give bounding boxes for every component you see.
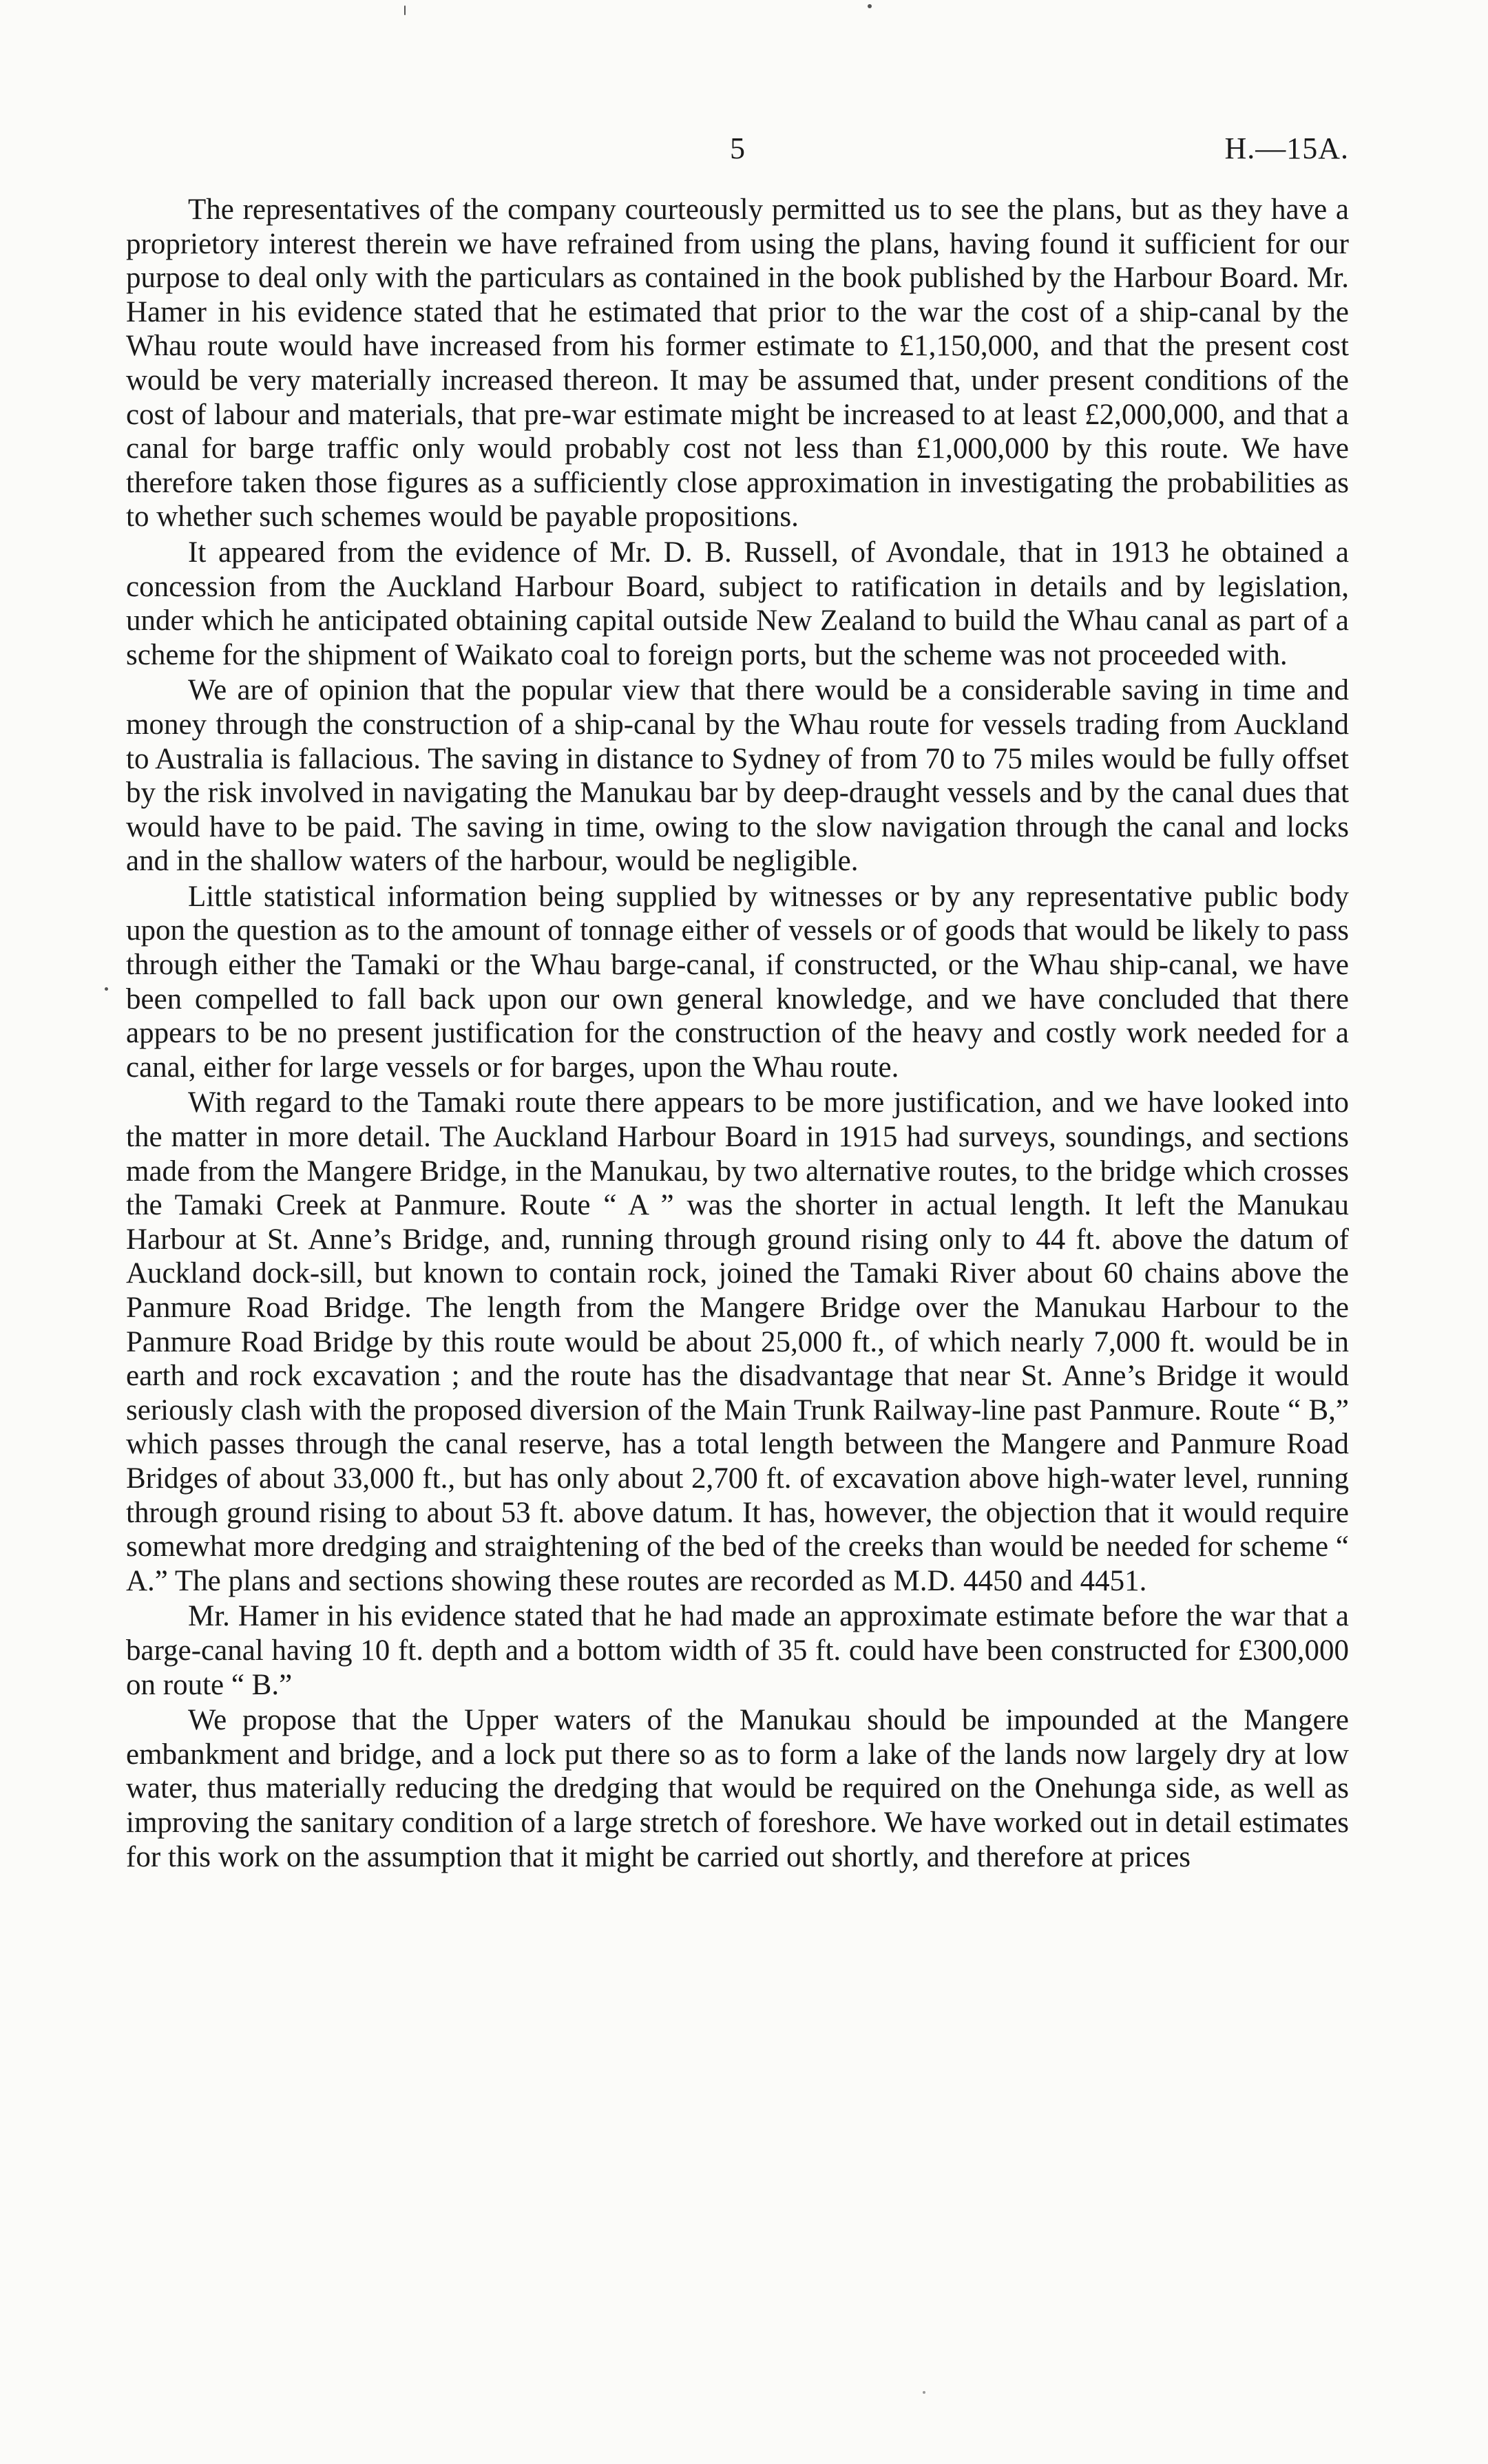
scan-mark [923, 2391, 925, 2394]
paragraph: It appeared from the evidence of Mr. D. B. Russell, of Avondale, that in 1913 he obtained a concession from the Auckland Harbour Board, subject to ratification in details and by legislation, under which he anticipated obtaining capital outside New Zealand to build the Whau canal as part of a scheme for the shipment of Waikato coal to foreign ports, but the scheme was not proceeded with. [126, 536, 1349, 671]
paragraph: We propose that the Upper waters of the Manukau should be impounded at the Mangere embankment and bridge, and a lock put there so as to form a lake of the lands now largely dry at low water, thus materially reducing the dredging that would be required on the Onehunga side, as well as improving the sanitary condition of a large stretch of foreshore. We have worked out in detail estimates for this work on the assumption that it might be carried out shortly, and therefore at prices [126, 1704, 1349, 1873]
body-text [126, 193, 1349, 1875]
paragraph: With regard to the Tamaki route there appears to be more justification, and we have looked into the matter in more detail. The Auckland Harbour Board in 1915 had surveys, soundings, and sections made from the Mangere Bridge, in the Manukau, by two alternative routes, to the bridge which crosses the Tamaki Creek at Panmure. Route “ A ” was the shorter in actual length. It left the Manukau Harbour at St. Anne’s Bridge, and, running through ground rising only to 44 ft. above the datum of Auckland dock-sill, but known to contain rock, joined the Tamaki River about 60 chains above the Panmure Road Bridge. The length from the Mangere Bridge over the Manukau Harbour to the Panmure Road Bridge by this route would be about 25,000 ft., of which nearly 7,000 ft. would be in earth and rock excavation ; and the route has the disadvantage that near St. Anne’s Bridge it would seriously clash with the proposed diversion of the Main Trunk Railway-line past Panmure. Route “ B,” which passes through the canal reserve, has a total length between the Mangere and Panmure Road Bridges of about 33,000 ft., but has only about 2,700 ft. of excavation above high-water level, running through ground rising to about 53 ft. above datum. It has, however, the objection that it would require somewhat more dredging and straightening of the bed of the creeks than would be needed for scheme “ A.” The plans and sections showing these routes are recorded as M.D. 4450 and 4451. [126, 1086, 1349, 1597]
document-reference: H.—15A. [1224, 131, 1349, 165]
scan-mark [105, 987, 108, 991]
page-number: 5 [730, 131, 745, 165]
paragraph: The representatives of the company courteously permitted us to see the plans, but as they have a proprietory interest therein we have refrained from using the plans, having found it sufficient for our purpose to deal only with the particulars as contained in the book published by the Harbour Board. Mr. Hamer in his evidence stated that he estimated that prior to the war the cost of a ship-canal by the Whau route would have increased from his former estimate to £1,150,000, and that the present cost would be very materially increased thereon. It may be assumed that, under present conditions of the cost of labour and materials, that pre-war estimate might be increased to at least £2,000,000, and that a canal for barge traffic only would probably cost not less than £1,000,000 by this route. We have therefore taken those figures as a sufficiently close approximation in investigating the probabilities as to whether such schemes would be payable propositions. [126, 193, 1349, 534]
page-header [126, 131, 1349, 172]
paragraph: Little statistical information being supplied by witnesses or by any representative public body upon the question as to the amount of tonnage either of vessels or of goods that would be likely to pass through either the Tamaki or the Whau barge-canal, if constructed, or the Whau ship-canal, we have been compelled to fall back upon our own general knowledge, and we have concluded that there appears to be no present justification for the construction of the heavy and costly work needed for a canal, either for large vessels or for barges, upon the Whau route. [126, 880, 1349, 1084]
paragraph: We are of opinion that the popular view that there would be a considerable saving in time and money through the construction of a ship-canal by the Whau route for vessels trading from Auckland to Australia is fallacious. The saving in distance to Sydney of from 70 to 75 miles would be fully offset by the risk involved in navigating the Manukau bar by deep-draught vessels and by the canal dues that would have to be paid. The saving in time, owing to the slow navigation through the canal and locks and in the shallow waters of the harbour, would be negligible. [126, 674, 1349, 878]
scan-mark [404, 6, 406, 15]
scan-mark [868, 4, 872, 8]
paragraph: Mr. Hamer in his evidence stated that he had made an approximate estimate before the war that a barge-canal having 10 ft. depth and a bottom width of 35 ft. could have been constructed for £300,000 on route “ B.” [126, 1600, 1349, 1701]
